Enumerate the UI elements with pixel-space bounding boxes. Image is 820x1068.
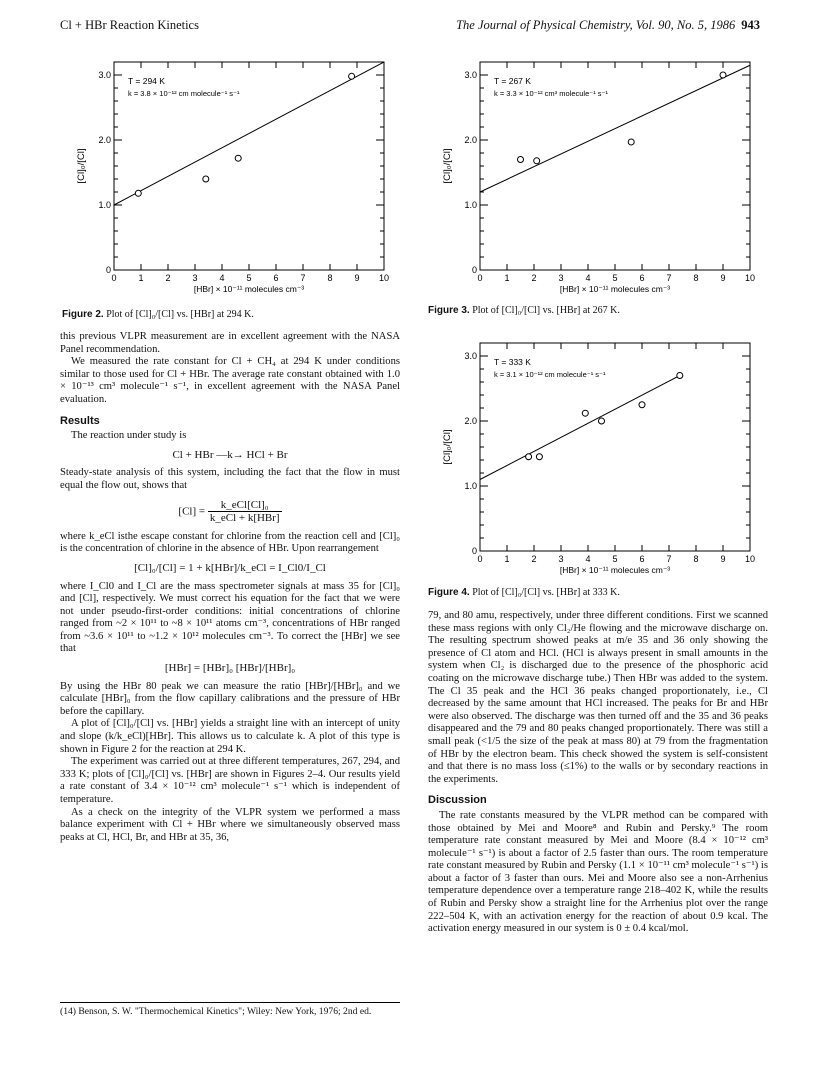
equation-3: [Cl]₀/[Cl] = 1 + k[HBr]/k_eCl = I_Cl0/I_Cl	[134, 561, 326, 574]
paragraph: We measured the rate constant for Cl + CH₄ at 294 K under conditions similar to those used for Cl + HBr. The average rate constant obtained with 1.0 × 10⁻¹³ cm³ molecule⁻¹ s⁻¹, in excellent agreement with the NASA Panel evaluation.	[60, 356, 400, 405]
footnote: (14) Benson, S. W. "Thermochemical Kinetics"; Wiley: New York, 1976; 2nd ed.	[60, 1002, 400, 1018]
x-tick-label: 4	[219, 273, 225, 283]
x-tick-label: 1	[138, 273, 144, 283]
paragraph: 79, and 80 amu, respectively, under three different conditions. First we scanned these mass regions with only Cl₂/He flowing and the microwave discharge on. The resulting spectrum showed peaks at m/e 35 and 36 only showing the presence of Cl atom and HCl. (HCl is always present in small amounts in the system when Cl₂ is discharged due to the presence of the phosphoric acid coating on the microwave discharge tube.) Then HBr was added to the system. The Cl 35 peak and the HCl 36 peaks changed proportionately, i.e., Cl decreased by the same amount that HCl increased. The peaks for Br and HBr were also observed. The discharge was then turned off and the 35 and 36 peaks disappeared and the 79 and 80 peaks changed proportionately. There was still a small peak (<1/5 the size of the peak at mass 80) at 79 from the fragmentation of HBr by the electron beam. This check showed the system is self-consistent and that there is no mass loss (≤1%) to the walls or by secondary reactions in the experiments.	[428, 610, 768, 785]
y-tick-label: 2.0	[464, 135, 477, 145]
caption-number: Figure 4.	[428, 587, 470, 598]
x-tick-label: 1	[504, 554, 510, 564]
x-tick-label: 6	[273, 273, 279, 283]
x-tick-label: 3	[558, 554, 564, 564]
y-axis-label: [Cl]₀/[Cl]	[76, 148, 87, 184]
paragraph: As a check on the integrity of the VLPR system we performed a mass balance experiment with Cl + HBr where we simultaneously observed mass peaks at Cl, HCl, Br, and HBr at 35, 36,	[60, 806, 400, 843]
x-tick-label: 3	[558, 273, 564, 283]
eq2-numerator: k_eCl[Cl]₀	[208, 499, 282, 513]
y-tick-label: 3.0	[464, 70, 477, 80]
equation-1: Cl + HBr —k→ HCl + Br	[172, 448, 288, 461]
results-heading: Results	[60, 414, 100, 427]
figure-3-caption	[428, 305, 620, 316]
data-point	[536, 454, 542, 460]
paragraph: The experiment was carried out at three different temperatures, 267, 294, and 333 K; plots of [Cl]₀/[Cl] vs. [HBr] are shown in Figures 2–4. Our results yield a rate constant of 3.4 × 10⁻¹² cm³ molecule⁻¹ s⁻¹ which is independent of temperature.	[60, 756, 400, 805]
y-tick-label: 3.0	[464, 351, 477, 361]
data-point	[677, 373, 683, 379]
x-tick-label: 8	[327, 273, 333, 283]
y-axis-label: [Cl]₀/[Cl]	[442, 429, 453, 465]
x-tick-label: 6	[639, 554, 645, 564]
paragraph: By using the HBr 80 peak we can measure the ratio [HBr]/[HBr]₀ and we calculate [HBr]₀ from the flow capillary calibrations and the pressure of HBr before the capillary.	[60, 680, 400, 717]
x-tick-label: 10	[378, 273, 390, 283]
x-tick-label: 2	[531, 554, 537, 564]
figure-2-caption	[62, 309, 254, 320]
paragraph: The reaction under study is	[71, 430, 187, 442]
y-tick-label: 3.0	[98, 70, 111, 80]
rate-constant-label: k = 3.8 × 10⁻¹² cm molecule⁻¹ s⁻¹	[128, 89, 240, 98]
paragraph: A plot of [Cl]₀/[Cl] vs. [HBr] yields a straight line with an intercept of unity and slope (k/k_eCl)[HBr]. This allows us to calculate k. A plot of this type is shown in Figure 2 for the reaction at 294 K.	[60, 718, 400, 755]
figure-4-chart	[428, 337, 773, 585]
x-tick-label: 9	[720, 554, 726, 564]
x-axis-label: [HBr] × 10⁻¹¹ molecules cm⁻³	[559, 565, 671, 575]
caption-text: Plot of [Cl]₀/[Cl] vs. [HBr] at 267 K.	[472, 305, 620, 316]
data-point	[720, 72, 726, 78]
fit-line	[480, 376, 680, 480]
data-point	[628, 139, 634, 145]
y-tick-label: 2.0	[464, 416, 477, 426]
temperature-label: T = 294 K	[128, 76, 165, 86]
data-point	[518, 157, 524, 163]
x-tick-label: 3	[192, 273, 198, 283]
data-point	[135, 190, 141, 196]
temperature-label: T = 267 K	[494, 76, 531, 86]
data-point	[203, 176, 209, 182]
x-tick-label: 10	[744, 273, 756, 283]
paragraph: where I_Cl0 and I_Cl are the mass spectrometer signals at mass 35 for [Cl]₀ and [Cl], respectively. We must correct his equation for the fact that we were not under pseudo-first-order conditions: initial concentrations of chlorine ranged from ~2 × 10¹¹ to ~8 × 10¹¹ atoms cm⁻³, concentrations of HBr ranged from ~3.6 × 10¹¹ to ~1.2 × 10¹² molecules cm⁻³. To correct the [HBr] we see that	[60, 580, 400, 655]
x-tick-label: 1	[504, 273, 510, 283]
running-header-left: Cl + HBr Reaction Kinetics	[60, 18, 199, 32]
x-tick-label: 0	[477, 273, 483, 283]
y-tick-label: 0	[471, 265, 477, 275]
journal-citation: The Journal of Physical Chemistry, Vol. 90, No. 5, 1986	[456, 18, 736, 32]
x-tick-label: 7	[666, 273, 672, 283]
x-axis-label: [HBr] × 10⁻¹¹ molecules cm⁻³	[193, 284, 305, 294]
x-tick-label: 5	[612, 554, 618, 564]
paragraph: where k_eCl isthe escape constant for chlorine from the reaction cell and [Cl]₀ is the concentration of chlorine in the absence of HBr. Upon rearrangement	[60, 530, 400, 555]
x-tick-label: 8	[693, 554, 699, 564]
eq2-denominator: k_eCl + k[HBr]	[209, 512, 280, 525]
data-point	[235, 155, 241, 161]
x-tick-label: 2	[165, 273, 171, 283]
y-tick-label: 1.0	[464, 200, 477, 210]
caption-number: Figure 2.	[62, 309, 104, 320]
temperature-label: T = 333 K	[494, 357, 531, 367]
figure-2-chart	[62, 56, 407, 304]
y-tick-label: 2.0	[98, 135, 111, 145]
rate-constant-label: k = 3.1 × 10⁻¹² cm molecule⁻¹ s⁻¹	[494, 370, 606, 379]
x-tick-label: 7	[300, 273, 306, 283]
running-header-right	[456, 18, 760, 33]
paragraph: The rate constants measured by the VLPR method can be compared with those obtained by Mei and Moore⁸ and Rubin and Persky.⁹ The room temperature rate constant measured by Mei and Moore (8.4 × 10⁻¹² cm³ molecule⁻¹ s⁻¹) is about a factor of 2.5 faster than ours. The room temperature rate constant measured by Rubin and Persky (1.1 × 10⁻¹¹ cm³ molecule⁻¹ s⁻¹) is about a factor of 3 faster than ours. Mei and Moore also see a non-Arrhenius temperature dependence over a temperature range 218–402 K, while the results of Rubin and Persky show a straight line for the Arrhenius plot over the range 222–504 K, with an activation energy for the reaction of about 0.9 kcal. The activation energy measured in our system is 0 ± 0.4 kcal/mol.	[428, 809, 768, 935]
x-tick-label: 7	[666, 554, 672, 564]
x-tick-label: 10	[744, 554, 756, 564]
equation-4: [HBr] = [HBr]₀ [HBr]/[HBr]₀	[164, 662, 296, 675]
x-axis-label: [HBr] × 10⁻¹¹ molecules cm⁻³	[559, 284, 671, 294]
data-point	[639, 402, 645, 408]
right-column	[428, 610, 768, 936]
data-point	[534, 158, 540, 164]
page-number: 943	[741, 18, 760, 32]
x-tick-label: 5	[612, 273, 618, 283]
paragraph: Steady-state analysis of this system, including the fact that the flow in must equal the flow out, shows that	[60, 467, 400, 491]
x-tick-label: 6	[639, 273, 645, 283]
x-tick-label: 0	[477, 554, 483, 564]
y-tick-label: 0	[471, 546, 477, 556]
x-tick-label: 4	[585, 273, 591, 283]
eq2-lhs: [Cl] =	[178, 505, 206, 518]
caption-text: Plot of [Cl]₀/[Cl] vs. [HBr] at 294 K.	[106, 309, 254, 320]
x-tick-label: 9	[720, 273, 726, 283]
x-tick-label: 8	[693, 273, 699, 283]
figure-4-caption	[428, 587, 620, 598]
caption-number: Figure 3.	[428, 305, 470, 316]
x-tick-label: 4	[585, 554, 591, 564]
discussion-heading: Discussion	[428, 794, 487, 807]
data-point	[599, 418, 605, 424]
x-tick-label: 2	[531, 273, 537, 283]
equation-2	[60, 499, 400, 525]
y-tick-label: 1.0	[98, 200, 111, 210]
data-point	[582, 410, 588, 416]
y-tick-label: 0	[105, 265, 111, 275]
figure-3-chart	[428, 56, 773, 304]
data-point	[349, 73, 355, 79]
y-tick-label: 1.0	[464, 481, 477, 491]
rate-constant-label: k = 3.3 × 10⁻¹² cm³ molecule⁻¹ s⁻¹	[494, 89, 608, 98]
caption-text: Plot of [Cl]₀/[Cl] vs. [HBr] at 333 K.	[472, 587, 620, 598]
eq2-fraction	[208, 499, 282, 525]
x-tick-label: 9	[354, 273, 360, 283]
left-column	[60, 331, 400, 844]
y-axis-label: [Cl]₀/[Cl]	[442, 148, 453, 184]
data-point	[526, 454, 532, 460]
x-tick-label: 5	[246, 273, 252, 283]
paragraph: this previous VLPR measurement are in excellent agreement with the NASA Panel recommendation.	[60, 331, 400, 355]
x-tick-label: 0	[111, 273, 117, 283]
